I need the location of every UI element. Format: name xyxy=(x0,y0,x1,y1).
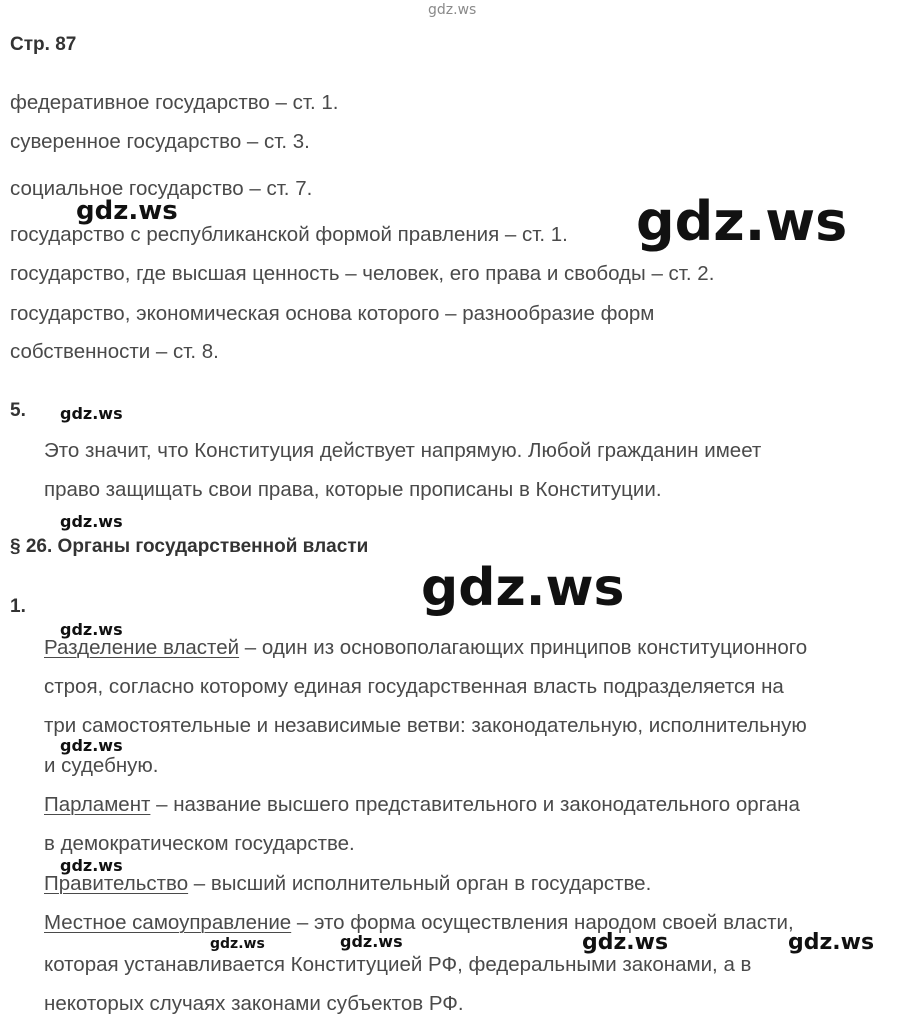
definition-text: – это форма осуществления народом своей власти, xyxy=(291,911,794,934)
page-label: Стр. 87 xyxy=(10,34,77,55)
term: Парламент xyxy=(44,793,151,816)
watermark-large: gdz.ws xyxy=(636,190,848,253)
definition-line: в демократическом государстве. xyxy=(44,832,355,855)
definition-line xyxy=(44,872,651,896)
watermark: gdz.ws xyxy=(60,512,123,531)
definition-line xyxy=(44,793,800,817)
watermark-top: gdz.ws xyxy=(428,2,477,18)
answer-line: право защищать свои права, которые прописаны в Конституции. xyxy=(44,478,662,501)
definition-text: – название высшего представительного и законодательного органа xyxy=(150,793,800,816)
term: Правительство xyxy=(44,872,189,895)
list-item: суверенное государство – ст. 3. xyxy=(10,130,310,153)
term: Разделение властей xyxy=(44,636,240,659)
watermark: gdz.ws xyxy=(340,932,403,951)
definition-line: которая устанавливается Конституцией РФ, федеральными законами, а в xyxy=(44,953,752,976)
definition-text: – высший исполнительный орган в государстве. xyxy=(188,872,652,895)
definition-text: – один из основополагающих принципов конституционного xyxy=(239,636,808,659)
definition-line: три самостоятельные и независимые ветви: законодательную, исполнительную xyxy=(44,714,807,737)
list-item: собственности – ст. 8. xyxy=(10,340,219,363)
watermark: gdz.ws xyxy=(788,930,875,955)
list-item: социальное государство – ст. 7. xyxy=(10,177,313,200)
definition-line: некоторых случаях законами субъектов РФ. xyxy=(44,992,464,1015)
definition-line xyxy=(44,911,794,935)
watermark: gdz.ws xyxy=(582,930,669,955)
term: Местное самоуправление xyxy=(44,911,292,934)
task-number: 5. xyxy=(10,400,26,421)
watermark: gdz.ws xyxy=(60,736,123,755)
watermark-large: gdz.ws xyxy=(421,558,625,618)
section-title: § 26. Органы государственной власти xyxy=(10,536,369,557)
definition-line: строя, согласно которому единая государственная власть подразделяется на xyxy=(44,675,784,698)
list-item: государство с республиканской формой правления – ст. 1. xyxy=(10,223,568,246)
list-item: федеративное государство – ст. 1. xyxy=(10,91,339,114)
watermark: gdz.ws xyxy=(60,620,123,639)
watermark: gdz.ws xyxy=(76,196,178,226)
list-item: государство, где высшая ценность – человек, его права и свободы – ст. 2. xyxy=(10,262,715,285)
watermark: gdz.ws xyxy=(60,856,123,875)
watermark: gdz.ws xyxy=(210,936,265,952)
definition-line: и судебную. xyxy=(44,754,159,777)
list-item: государство, экономическая основа которого – разнообразие форм xyxy=(10,302,655,325)
watermark: gdz.ws xyxy=(60,404,123,423)
task-number: 1. xyxy=(10,596,26,617)
definition-line xyxy=(44,636,807,660)
answer-line: Это значит, что Конституция действует напрямую. Любой гражданин имеет xyxy=(44,439,762,462)
